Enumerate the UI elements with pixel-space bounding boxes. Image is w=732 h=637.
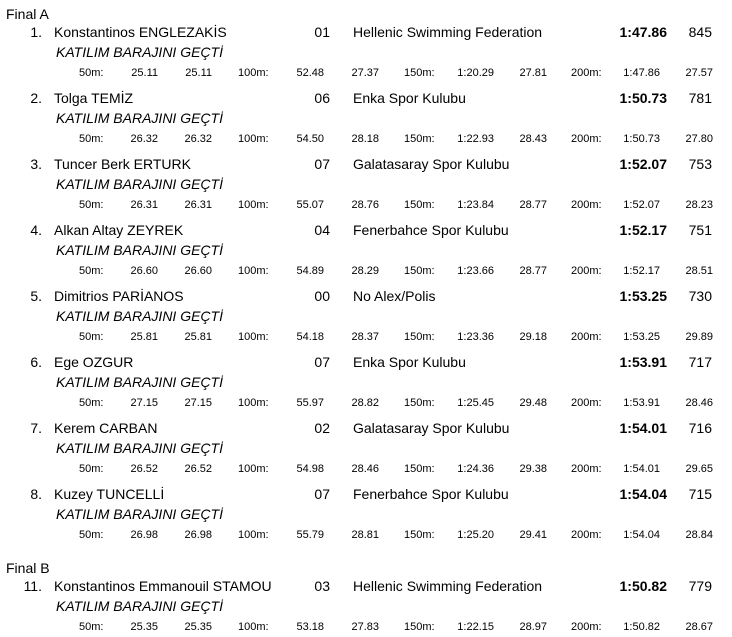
- final-time: 1:53.91: [619, 354, 667, 370]
- split-time: 26.32: [184, 133, 212, 145]
- final-time: 1:52.17: [619, 222, 667, 238]
- split-time: 1:47.86: [623, 67, 660, 79]
- split-label: 200m:: [571, 529, 602, 541]
- split-label: 150m:: [404, 67, 435, 79]
- split-time: 28.29: [351, 265, 379, 277]
- split-time: 1:23.84: [457, 199, 494, 211]
- swimmer-name: Alkan Altay ZEYREK: [54, 222, 184, 238]
- split-time: 54.18: [296, 331, 324, 343]
- result-rank: 7.: [30, 420, 42, 436]
- split-time: 27.80: [685, 133, 713, 145]
- club-name: Hellenic Swimming Federation: [353, 578, 543, 594]
- qualification-note: KATILIM BARAJINI GEÇTİ: [56, 242, 223, 258]
- split-label: 200m:: [571, 67, 602, 79]
- split-time: 26.32: [130, 133, 158, 145]
- split-time: 1:54.01: [623, 463, 660, 475]
- final-time: 1:53.25: [619, 288, 667, 304]
- split-time: 29.65: [685, 463, 713, 475]
- split-label: 200m:: [571, 331, 602, 343]
- fina-points: 716: [688, 420, 712, 436]
- split-time: 27.37: [351, 67, 379, 79]
- split-label: 50m:: [79, 265, 104, 277]
- split-time: 25.81: [130, 331, 158, 343]
- split-time: 28.37: [351, 331, 379, 343]
- fina-points: 753: [688, 156, 712, 172]
- section-title: Final A: [6, 6, 49, 22]
- split-time: 55.97: [296, 397, 324, 409]
- split-time: 25.35: [130, 621, 158, 633]
- fina-points: 715: [688, 486, 712, 502]
- swimmer-name: Konstantinos Emmanouil STAMOU: [54, 578, 272, 594]
- qualification-note: KATILIM BARAJINI GEÇTİ: [56, 374, 223, 390]
- split-time: 25.35: [184, 621, 212, 633]
- club-name: Enka Spor Kulubu: [353, 90, 466, 106]
- split-label: 200m:: [571, 621, 602, 633]
- split-label: 150m:: [404, 331, 435, 343]
- split-time: 53.18: [296, 621, 324, 633]
- birth-year: 01: [314, 24, 330, 40]
- split-label: 150m:: [404, 621, 435, 633]
- split-time: 28.46: [685, 397, 713, 409]
- split-time: 26.98: [184, 529, 212, 541]
- split-label: 50m:: [79, 397, 104, 409]
- split-time: 26.98: [130, 529, 158, 541]
- split-label: 150m:: [404, 265, 435, 277]
- swimmer-name: Tuncer Berk ERTURK: [54, 156, 191, 172]
- split-time: 52.48: [296, 67, 324, 79]
- result-rank: 5.: [30, 288, 42, 304]
- split-time: 28.43: [519, 133, 547, 145]
- split-time: 28.77: [519, 199, 547, 211]
- split-time: 28.81: [351, 529, 379, 541]
- split-time: 1:52.07: [623, 199, 660, 211]
- split-label: 50m:: [79, 529, 104, 541]
- split-label: 50m:: [79, 133, 104, 145]
- split-time: 28.97: [519, 621, 547, 633]
- club-name: Fenerbahce Spor Kulubu: [353, 222, 509, 238]
- qualification-note: KATILIM BARAJINI GEÇTİ: [56, 44, 223, 60]
- split-label: 150m:: [404, 199, 435, 211]
- swimmer-name: Konstantinos ENGLEZAKİS: [54, 24, 227, 40]
- club-name: Hellenic Swimming Federation: [353, 24, 543, 40]
- split-time: 28.84: [685, 529, 713, 541]
- split-label: 50m:: [79, 621, 104, 633]
- split-time: 27.57: [685, 67, 713, 79]
- split-time: 26.31: [184, 199, 212, 211]
- split-time: 54.50: [296, 133, 324, 145]
- result-rank: 4.: [30, 222, 42, 238]
- birth-year: 00: [314, 288, 330, 304]
- split-label: 100m:: [238, 67, 269, 79]
- birth-year: 07: [314, 486, 330, 502]
- split-time: 28.77: [519, 265, 547, 277]
- split-time: 25.11: [131, 67, 158, 79]
- split-time: 1:50.73: [623, 133, 660, 145]
- section-title: Final B: [6, 560, 50, 576]
- qualification-note: KATILIM BARAJINI GEÇTİ: [56, 598, 223, 614]
- birth-year: 07: [314, 354, 330, 370]
- swimmer-name: Kerem CARBAN: [54, 420, 158, 436]
- split-time: 1:22.15: [457, 621, 494, 633]
- split-time: 55.79: [296, 529, 324, 541]
- result-rank: 6.: [30, 354, 42, 370]
- split-time: 28.51: [685, 265, 713, 277]
- swimmer-name: Ege OZGUR: [54, 354, 134, 370]
- fina-points: 779: [688, 578, 712, 594]
- result-rank: 3.: [30, 156, 42, 172]
- split-label: 50m:: [79, 67, 104, 79]
- split-label: 150m:: [404, 133, 435, 145]
- split-time: 26.31: [130, 199, 158, 211]
- birth-year: 03: [314, 578, 330, 594]
- split-time: 1:25.20: [457, 529, 494, 541]
- split-label: 200m:: [571, 265, 602, 277]
- split-time: 55.07: [296, 199, 324, 211]
- split-time: 1:23.66: [457, 265, 494, 277]
- split-time: 29.38: [519, 463, 547, 475]
- split-time: 26.60: [184, 265, 212, 277]
- result-rank: 2.: [30, 90, 42, 106]
- club-name: No Alex/Polis: [353, 288, 436, 304]
- qualification-note: KATILIM BARAJINI GEÇTİ: [56, 110, 223, 126]
- final-time: 1:50.82: [619, 578, 667, 594]
- split-time: 28.82: [351, 397, 379, 409]
- club-name: Galatasaray Spor Kulubu: [353, 420, 510, 436]
- split-time: 1:22.93: [457, 133, 494, 145]
- split-time: 27.81: [519, 67, 547, 79]
- fina-points: 751: [688, 222, 712, 238]
- split-time: 27.15: [184, 397, 212, 409]
- final-time: 1:47.86: [619, 24, 667, 40]
- qualification-note: KATILIM BARAJINI GEÇTİ: [56, 176, 223, 192]
- club-name: Galatasaray Spor Kulubu: [353, 156, 510, 172]
- split-time: 1:24.36: [457, 463, 494, 475]
- fina-points: 730: [688, 288, 712, 304]
- split-time: 54.98: [296, 463, 324, 475]
- fina-points: 717: [688, 354, 712, 370]
- swimmer-name: Dimitrios PARİANOS: [54, 288, 184, 304]
- result-rank: 11.: [23, 578, 42, 594]
- split-label: 100m:: [238, 133, 269, 145]
- split-time: 1:25.45: [457, 397, 494, 409]
- split-time: 29.41: [519, 529, 547, 541]
- qualification-note: KATILIM BARAJINI GEÇTİ: [56, 440, 223, 456]
- birth-year: 06: [314, 90, 330, 106]
- split-time: 28.76: [351, 199, 379, 211]
- split-time: 28.18: [351, 133, 379, 145]
- club-name: Enka Spor Kulubu: [353, 354, 466, 370]
- split-time: 25.11: [185, 67, 212, 79]
- split-label: 100m:: [238, 463, 269, 475]
- split-time: 28.67: [685, 621, 713, 633]
- final-time: 1:54.01: [619, 420, 667, 436]
- split-label: 100m:: [238, 621, 269, 633]
- birth-year: 07: [314, 156, 330, 172]
- split-time: 29.89: [685, 331, 713, 343]
- split-time: 29.18: [519, 331, 547, 343]
- result-rank: 8.: [30, 486, 42, 502]
- split-label: 100m:: [238, 331, 269, 343]
- split-label: 200m:: [571, 397, 602, 409]
- split-time: 1:50.82: [623, 621, 660, 633]
- split-time: 26.60: [130, 265, 158, 277]
- split-time: 54.89: [296, 265, 324, 277]
- split-time: 1:23.36: [457, 331, 494, 343]
- final-time: 1:54.04: [619, 486, 667, 502]
- split-label: 100m:: [238, 529, 269, 541]
- birth-year: 04: [314, 222, 330, 238]
- split-label: 50m:: [79, 199, 104, 211]
- split-label: 150m:: [404, 529, 435, 541]
- split-time: 1:52.17: [623, 265, 660, 277]
- qualification-note: KATILIM BARAJINI GEÇTİ: [56, 308, 223, 324]
- split-label: 150m:: [404, 397, 435, 409]
- split-label: 200m:: [571, 133, 602, 145]
- final-time: 1:52.07: [619, 156, 667, 172]
- swimmer-name: Kuzey TUNCELLİ: [54, 486, 165, 502]
- split-label: 150m:: [404, 463, 435, 475]
- club-name: Fenerbahce Spor Kulubu: [353, 486, 509, 502]
- split-time: 25.81: [184, 331, 212, 343]
- split-time: 1:20.29: [457, 67, 494, 79]
- split-label: 200m:: [571, 199, 602, 211]
- split-time: 27.15: [130, 397, 158, 409]
- split-time: 1:53.25: [623, 331, 660, 343]
- qualification-note: KATILIM BARAJINI GEÇTİ: [56, 506, 223, 522]
- birth-year: 02: [314, 420, 330, 436]
- split-label: 100m:: [238, 199, 269, 211]
- split-time: 27.83: [351, 621, 379, 633]
- split-time: 26.52: [130, 463, 158, 475]
- fina-points: 781: [688, 90, 712, 106]
- split-label: 50m:: [79, 331, 104, 343]
- swimmer-name: Tolga TEMİZ: [54, 90, 134, 106]
- split-time: 28.46: [351, 463, 379, 475]
- split-time: 26.52: [184, 463, 212, 475]
- split-time: 29.48: [519, 397, 547, 409]
- split-time: 1:54.04: [623, 529, 660, 541]
- split-label: 100m:: [238, 265, 269, 277]
- split-time: 28.23: [685, 199, 713, 211]
- fina-points: 845: [688, 24, 712, 40]
- split-label: 100m:: [238, 397, 269, 409]
- split-label: 50m:: [79, 463, 104, 475]
- split-label: 200m:: [571, 463, 602, 475]
- final-time: 1:50.73: [619, 90, 667, 106]
- result-rank: 1.: [30, 24, 42, 40]
- split-time: 1:53.91: [623, 397, 660, 409]
